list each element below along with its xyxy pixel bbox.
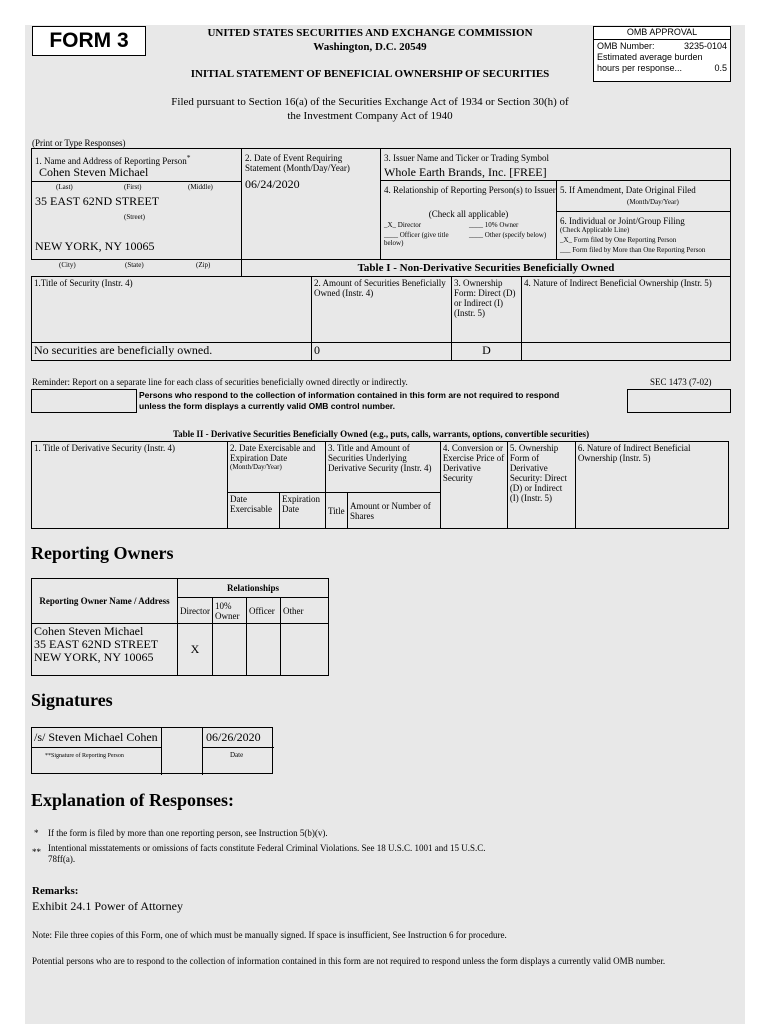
table1-row-title: No securities are beneficially owned. (32, 343, 312, 361)
table1-title: Table I - Non-Derivative Securities Beneficially Owned (357, 262, 615, 274)
ro-col-director: Director (178, 598, 213, 624)
rel-officer: ____ Officer (give title below) (384, 231, 449, 247)
box6-line2: ___ Form filed by More than One Reporting Person (560, 246, 706, 254)
table1-title-box (241, 259, 731, 277)
form-number-box (32, 26, 146, 56)
box4-relationship (380, 180, 557, 260)
box6-line1: _X_ Form filed by One Reporting Person (560, 236, 677, 244)
table2-col4: 4. Conversion or Exercise Price of Derivative Security (440, 442, 507, 529)
table2-sub-title: Title (326, 493, 348, 529)
table2-col2: 2. Date Exercisable and Expiration Date (230, 443, 316, 463)
reminder-right-box (627, 389, 731, 413)
omb-title: OMB APPROVAL (594, 27, 730, 40)
label-middle: (Middle) (188, 183, 213, 191)
label-last: (Last) (56, 183, 73, 191)
event-date: 06/24/2020 (245, 177, 300, 191)
signatures-heading: Signatures (31, 690, 113, 710)
table-row (32, 343, 731, 361)
note1: If the form is filed by more than one reporting person, see Instruction 5(b)(v). (48, 828, 328, 838)
ro-owner-line2: 35 EAST 62ND STREET (34, 637, 159, 651)
table1-row-form: D (452, 343, 522, 361)
table-row (32, 624, 329, 676)
table1-col1: 1.Title of Security (Instr. 4) (32, 277, 312, 343)
note2-line1: Intentional misstatements or omissions of facts constitute Federal Criminal Violations. See 18 U.S.C. 1001 and 15 U.S.C. (48, 843, 486, 853)
explanation-heading: Explanation of Responses: (31, 790, 235, 810)
table2 (31, 441, 729, 529)
ro-col-name: Reporting Owner Name / Address (32, 579, 178, 624)
ro-director-mark: X (178, 624, 213, 676)
table2-col2-sub: (Month/Day/Year) (230, 463, 282, 471)
signature-date-label: Date (230, 751, 244, 759)
persons-notice-1: Persons who respond to the collection of information contained in this form are not required to respond (139, 390, 560, 400)
rel-director: _X_ Director (384, 221, 422, 229)
box6-sub: (Check Applicable Line) (560, 226, 630, 234)
note2-line2: 78ff(a). (48, 854, 76, 864)
table2-col1: 1. Title of Derivative Security (Instr. 4) (32, 442, 228, 529)
street-value: 35 EAST 62ND STREET (35, 194, 160, 208)
signature-label: **Signature of Reporting Person (45, 753, 124, 759)
omb-burden-line1: Estimated average burden (597, 52, 703, 62)
sec-code: SEC 1473 (7-02) (650, 377, 712, 387)
filed-pursuant-line2: the Investment Company Act of 1940 (287, 110, 453, 122)
box3-label: 3. Issuer Name and Ticker or Trading Symbol (384, 153, 549, 163)
label-state: (State) (125, 261, 144, 269)
table1-row-amount: 0 (312, 343, 452, 361)
label-zip: (Zip) (196, 261, 211, 269)
ro-col-owner: 10% Owner (212, 598, 246, 624)
agency-location: Washington, D.C. 20549 (313, 41, 427, 53)
box1-mark: * (186, 153, 191, 162)
note2-mark: ** (32, 847, 41, 857)
filed-pursuant-line1: Filed pursuant to Section 16(a) of the Securities Exchange Act of 1934 or Section 30(h) of (171, 96, 569, 108)
table1-col2: 2. Amount of Securities Beneficially Owned (Instr. 4) (312, 277, 452, 343)
city-value: NEW YORK, NY 10065 (35, 239, 155, 253)
omb-burden-line2: hours per response... (597, 63, 683, 73)
table1 (31, 276, 731, 361)
ro-owner-line1: Cohen Steven Michael (34, 624, 144, 638)
box1-label: 1. Name and Address of Reporting Person (35, 156, 187, 166)
agency-name: UNITED STATES SECURITIES AND EXCHANGE COMMISSION (207, 27, 533, 39)
table1-row-nature (522, 343, 731, 361)
remarks-value: Exhibit 24.1 Power of Attorney (32, 899, 183, 913)
remarks-label: Remarks: (32, 885, 79, 897)
ro-col-other: Other (280, 598, 328, 624)
reporting-person-name: Cohen Steven Michael (39, 165, 149, 179)
table2-col5: 5. Ownership Form of Derivative Security: Direct (D) or Indirect (I) (Instr. 5) (507, 442, 575, 529)
signature-date: 06/26/2020 (206, 730, 261, 744)
label-street: (Street) (124, 213, 145, 221)
table2-sub-date-exercisable: Date Exercisable (228, 493, 280, 529)
table2-col6: 6. Nature of Indirect Beneficial Ownership (Instr. 5) (575, 442, 728, 529)
statement-title: INITIAL STATEMENT OF BENEFICIAL OWNERSHIP OF SECURITIES (190, 68, 550, 80)
form-number: FORM 3 (49, 29, 129, 52)
omb-burden-value: 0.5 (714, 63, 727, 73)
reminder-left-box (31, 389, 137, 413)
table2-sub-amount: Amount or Number of Shares (348, 493, 441, 529)
table2-title: Table II - Derivative Securities Beneficially Owned (e.g., puts, calls, warrants, options, convertible securities) (172, 429, 590, 439)
note1-mark: * (34, 828, 39, 838)
table2-col3: 3. Title and Amount of Securities Underlying Derivative Security (Instr. 4) (326, 442, 441, 493)
ro-col-officer: Officer (246, 598, 280, 624)
issuer-name: Whole Earth Brands, Inc. [FREE] (384, 165, 547, 179)
print-note: (Print or Type Responses) (32, 138, 126, 148)
note-potential-persons: Potential persons who are to respond to the collection of information contained in this form are not required to respond unless the form displays a currently valid OMB number. (32, 956, 666, 966)
ro-owner-line3: NEW YORK, NY 10065 (34, 650, 154, 664)
omb-number-value: 3235-0104 (683, 41, 727, 51)
reminder: Reminder: Report on a separate line for each class of securities beneficially owned directly or indirectly. (32, 377, 408, 387)
signature-block (31, 727, 273, 774)
box1-reporting-person (31, 148, 242, 260)
rel-owner: ____ 10% Owner (469, 221, 519, 229)
table1-col4: 4. Nature of Indirect Beneficial Ownership (Instr. 5) (522, 277, 731, 343)
reporting-owners-heading: Reporting Owners (31, 543, 174, 563)
box5-label: 5. If Amendment, Date Original Filed (560, 185, 696, 195)
label-first: (First) (124, 183, 142, 191)
box2-event-date (241, 148, 381, 260)
omb-number-label: OMB Number: (597, 41, 655, 51)
table1-col3: 3. Ownership Form: Direct (D) or Indirect (I) (Instr. 5) (452, 277, 522, 343)
box2-label: 2. Date of Event Requiring Statement (Month/Day/Year) (245, 153, 350, 173)
label-city: (City) (59, 261, 76, 269)
omb-approval-box (593, 26, 731, 82)
box5-amendment (556, 180, 731, 212)
box5-sub: (Month/Day/Year) (627, 198, 679, 206)
note-file-copies: Note: File three copies of this Form, one of which must be manually signed. If space is insufficient, See Instruction 6 for procedure. (32, 930, 507, 940)
box3-issuer (380, 148, 731, 181)
reporting-owners-table (31, 578, 329, 676)
signature-value: /s/ Steven Michael Cohen (34, 730, 158, 744)
box6-filing (556, 211, 731, 260)
rel-other: ____ Other (specify below) (469, 231, 547, 239)
box4-check: (Check all applicable) (428, 209, 509, 219)
box6-label: 6. Individual or Joint/Group Filing (560, 216, 685, 226)
persons-notice-2: unless the form displays a currently valid OMB control number. (139, 401, 396, 411)
box4-label: 4. Relationship of Reporting Person(s) to Issuer (384, 185, 556, 195)
table2-sub-expiration: Expiration Date (280, 493, 326, 529)
ro-col-relationships: Relationships (178, 579, 329, 598)
